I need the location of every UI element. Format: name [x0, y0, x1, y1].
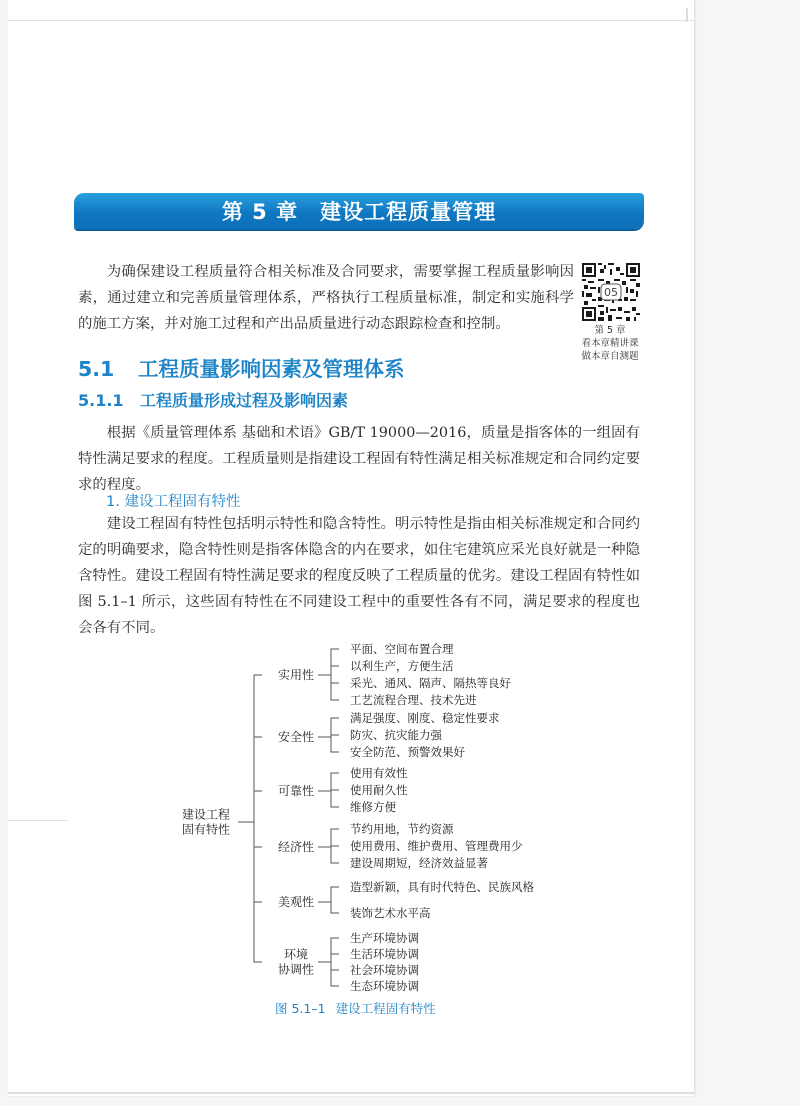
tree-leaf-label: 安全防范、预警效果好 [350, 745, 465, 759]
section-title: 工程质量影响因素及管理体系 [138, 357, 405, 381]
figure-title: 建设工程固有特性 [335, 1001, 436, 1016]
section-number: 5.1 [78, 357, 115, 381]
chapter-title: 建设工程质量管理 [320, 200, 497, 224]
tree-category-label: 安全性 [277, 730, 315, 744]
intro-text: 为确保建设工程质量符合相关标准及合同要求，需要掌握工程质量影响因素，通过建立和完善质量管理体系，严格执行工程质量标准，制定和实施科学的施工方案，并对施工过程和产出品质量进行动态跟踪检查和控制。 [78, 264, 574, 332]
paragraph-characteristics [78, 511, 640, 641]
tree-leaf-label: 维修方便 [350, 800, 396, 814]
corner-tick [686, 8, 688, 22]
chapter-banner [74, 193, 644, 229]
tree-leaf-label: 节约用地，节约资源 [350, 822, 454, 836]
paragraph-text: 建设工程固有特性包括明示特性和隐含特性。明示特性是指由相关标准规定和合同约定的明确要求，隐含特性则是指客体隐含的内在要求，如住宅建筑应采光良好就是一种隐含特性。建设工程固有特性满足要求的程度反映了工程质量的优劣。建设工程固有特性如图 5.1–1 所示，这些固有特性在不同建设工程中的重要性各有不同，满足要求的程度也会各有不同。 [78, 516, 640, 636]
chapter-number: 第 5 章 [221, 200, 299, 224]
tree-leaf-label: 平面、空间布置合理 [350, 642, 454, 656]
tree-category-label: 实用性 [277, 668, 315, 682]
tree-category-label: 美观性 [277, 895, 315, 909]
tree-leaf-label: 防灾、抗灾能力强 [350, 728, 442, 742]
tree-leaf-label: 使用耐久性 [350, 783, 408, 797]
paragraph-definition [78, 420, 640, 498]
tree-leaf-label: 以利生产，方便生活 [350, 659, 454, 673]
tree-leaf-label: 建设周期短，经济效益显著 [350, 856, 488, 870]
bottom-edge-line [8, 1092, 694, 1094]
tree-leaf-label: 生态环境协调 [350, 979, 419, 993]
tree-category-label: 经济性 [277, 840, 315, 854]
tree-leaf-label: 满足强度、刚度、稳定性要求 [350, 711, 500, 725]
tree-root-label: 建设工程 [181, 807, 231, 822]
tree-leaf-label: 工艺流程合理、技术先进 [350, 693, 477, 707]
qr-overlay-text: 05 [604, 286, 618, 300]
tree-root-label: 固有特性 [181, 822, 231, 837]
item-heading: 1. 建设工程固有特性 [106, 494, 241, 510]
paragraph-text: 根据《质量管理体系 基础和术语》GB/T 19000—2016，质量是指客体的一组固有特性满足要求的程度。工程质量则是指建设工程固有特性满足相关标准规定和合同约定要求的程度。 [78, 425, 640, 493]
tree-leaf-label: 社会环境协调 [350, 963, 419, 977]
qr-caption-line: 做本章自测题 [581, 351, 639, 362]
subsection-title: 工程质量形成过程及影响因素 [140, 391, 349, 410]
figure-caption [275, 999, 436, 1017]
subsection-heading [78, 388, 348, 411]
tree-leaf-label: 生产环境协调 [350, 931, 419, 945]
tree-leaf-label: 采光、通风、隔声、隔热等良好 [350, 676, 511, 690]
margin-tick [8, 820, 68, 821]
subsection-number: 5.1.1 [78, 391, 124, 410]
qr-caption [570, 324, 650, 363]
tree-leaf-label: 生活环境协调 [350, 947, 419, 961]
qr-caption-line: 第 5 章 [594, 325, 626, 336]
tree-leaf-label: 造型新颖，具有时代特色、民族风格 [350, 880, 534, 894]
tree-category-label: 环境 [283, 947, 309, 962]
intro-paragraph [78, 259, 574, 337]
tree-category-label: 可靠性 [277, 784, 315, 798]
section-heading [78, 352, 405, 382]
qr-code-icon[interactable] [582, 263, 640, 321]
qr-caption-line: 看本章精讲课 [581, 338, 639, 349]
top-edge-line [8, 20, 694, 21]
tree-leaf-label: 使用费用、维护费用、管理费用少 [350, 839, 523, 853]
tree-leaf-label: 装饰艺术水平高 [350, 906, 431, 920]
tree-leaf-label: 使用有效性 [350, 766, 408, 780]
tree-category-label: 协调性 [277, 962, 315, 977]
figure-number: 图 5.1–1 [275, 1001, 326, 1016]
